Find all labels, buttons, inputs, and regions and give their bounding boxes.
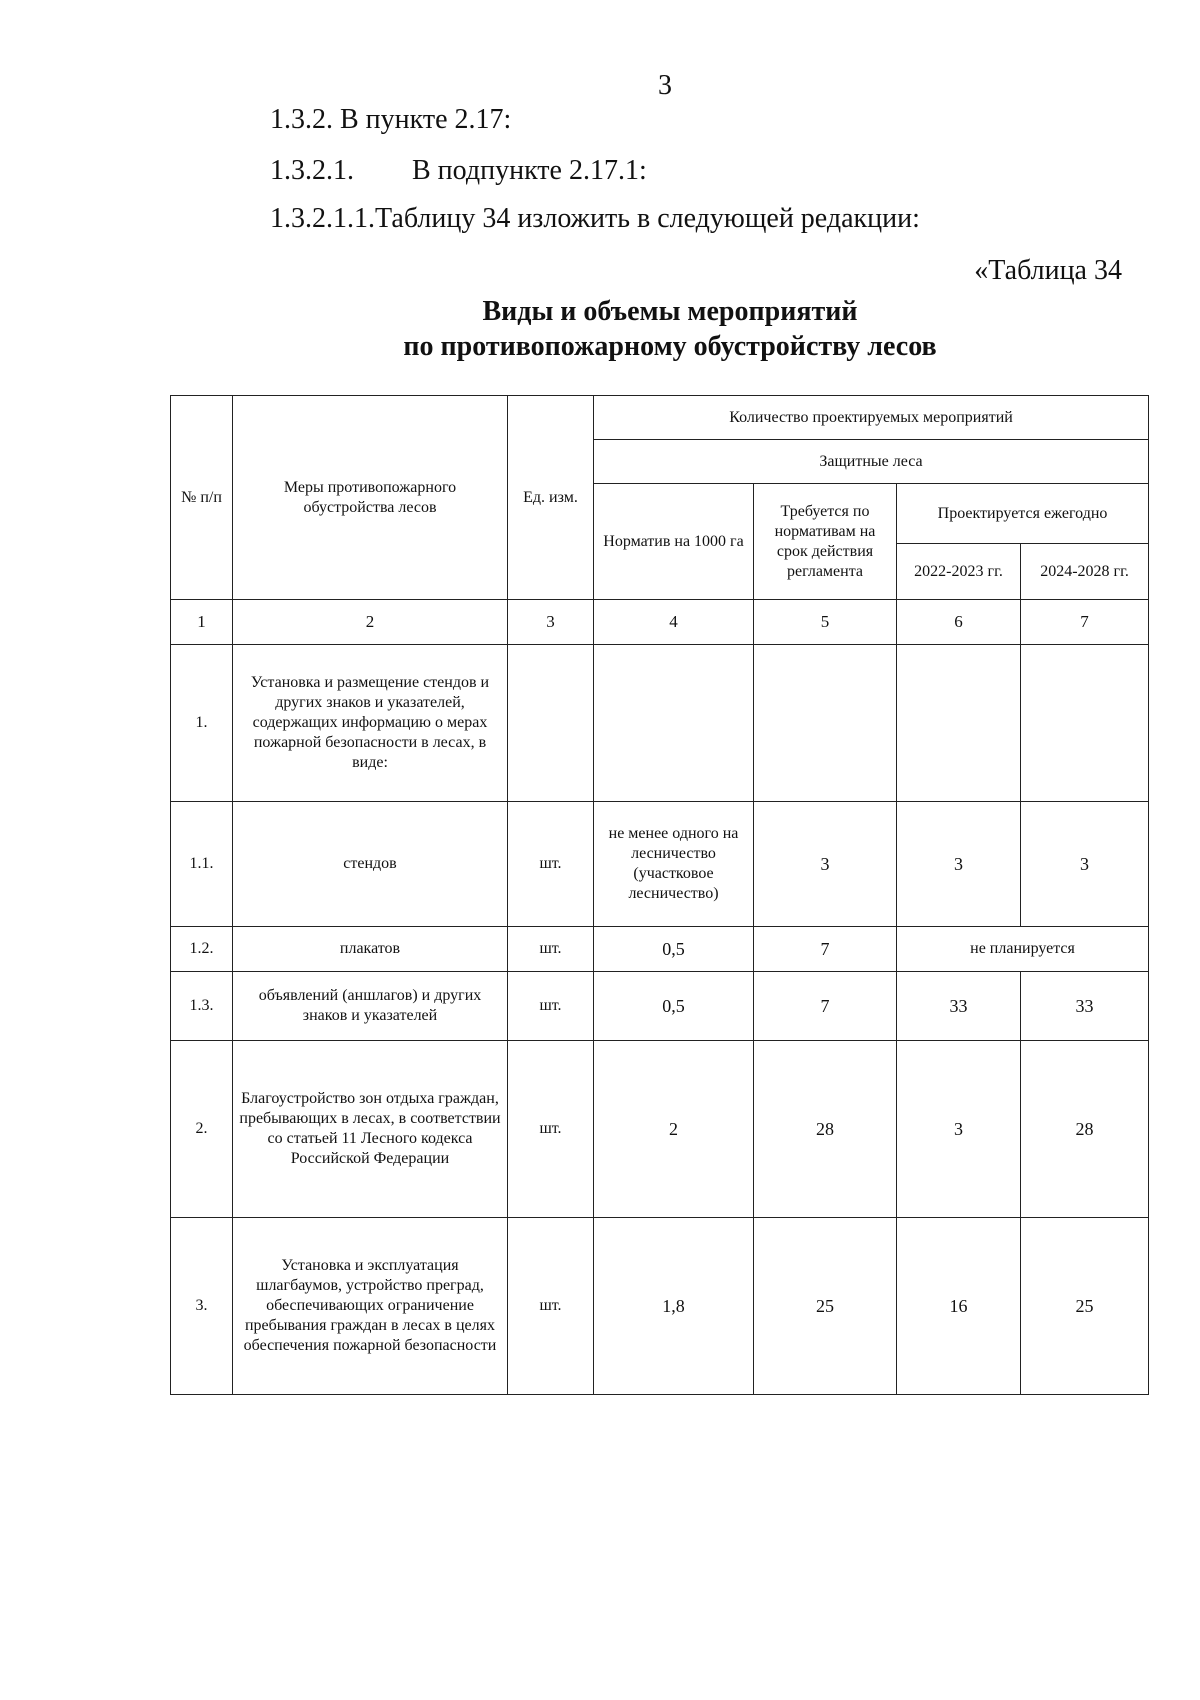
row-required: 7 [754, 972, 897, 1041]
title-line-1: Виды и объемы мероприятий [482, 296, 858, 327]
row-required: 3 [754, 802, 897, 927]
row-period-1 [897, 645, 1021, 802]
row-required: 28 [754, 1041, 897, 1218]
row-unit: шт. [508, 802, 594, 927]
header-period-2: 2024-2028 гг. [1021, 544, 1149, 600]
paragraph-text: В подпункте 2.17.1: [412, 155, 647, 186]
row-unit: шт. [508, 927, 594, 972]
column-number: 2 [233, 600, 508, 645]
row-norm: 0,5 [594, 972, 754, 1041]
column-number: 1 [171, 600, 233, 645]
header-protective-forests: Защитные леса [594, 440, 1149, 484]
paragraph-1-3-2: 1.3.2. В пункте 2.17: [270, 104, 512, 135]
table-row [171, 802, 1149, 927]
row-unit: шт. [508, 972, 594, 1041]
header-annual: Проектируется ежегодно [897, 484, 1149, 544]
row-measure: Благоустройство зон отдыха граждан, пребывающих в лесах, в соответствии со статьей 11 Лесного кодекса Российской Федерации [233, 1041, 508, 1218]
row-required: 25 [754, 1218, 897, 1395]
row-no: 1. [171, 645, 233, 802]
row-required: 7 [754, 927, 897, 972]
header-unit: Ед. изм. [508, 396, 594, 600]
row-unit: шт. [508, 1218, 594, 1395]
header-required: Требуется по нормативам на срок действия регламента [754, 484, 897, 600]
row-period-2: 3 [1021, 802, 1149, 927]
row-period-1: 3 [897, 802, 1021, 927]
row-norm: 0,5 [594, 927, 754, 972]
row-unit: шт. [508, 1041, 594, 1218]
table-row [171, 1041, 1149, 1218]
measures-table [170, 395, 1149, 1395]
header-period-1: 2022-2023 гг. [897, 544, 1021, 600]
paragraph-1-3-2-1-1: 1.3.2.1.1.Таблицу 34 изложить в следующей редакции: [270, 203, 920, 234]
row-period-2: 28 [1021, 1041, 1149, 1218]
header-norm: Норматив на 1000 га [594, 484, 754, 600]
row-period-2: 25 [1021, 1218, 1149, 1395]
column-number: 3 [508, 600, 594, 645]
row-norm: не менее одного на лесничество (участковое лесничество) [594, 802, 754, 927]
header-quantity: Количество проектируемых мероприятий [594, 396, 1149, 440]
table-row [171, 1218, 1149, 1395]
table-row [171, 972, 1149, 1041]
row-period-1: 3 [897, 1041, 1021, 1218]
row-measure: объявлений (аншлагов) и других знаков и указателей [233, 972, 508, 1041]
row-unit [508, 645, 594, 802]
row-norm [594, 645, 754, 802]
paragraph-number: 1.3.2.1. [270, 155, 354, 186]
row-no: 2. [171, 1041, 233, 1218]
row-measure: плакатов [233, 927, 508, 972]
column-number: 4 [594, 600, 754, 645]
row-measure: Установка и эксплуатация шлагбаумов, устройство преград, обеспечивающих ограничение пребывания граждан в лесах в целях обеспечения пожарной безопасности [233, 1218, 508, 1395]
row-period-1: 33 [897, 972, 1021, 1041]
column-number: 6 [897, 600, 1021, 645]
header-measures: Меры противопожарного обустройства лесов [233, 396, 508, 600]
header-no: № п/п [171, 396, 233, 600]
table-row [171, 927, 1149, 972]
row-no: 1.1. [171, 802, 233, 927]
row-period-1: 16 [897, 1218, 1021, 1395]
row-no: 1.3. [171, 972, 233, 1041]
column-number: 5 [754, 600, 897, 645]
column-number: 7 [1021, 600, 1149, 645]
row-no: 1.2. [171, 927, 233, 972]
page-number: 3 [658, 70, 672, 101]
document-title [400, 294, 940, 364]
row-required [754, 645, 897, 802]
row-measure: стендов [233, 802, 508, 927]
paragraph-1-3-2-1 [270, 155, 647, 187]
table-row [171, 645, 1149, 802]
row-norm: 1,8 [594, 1218, 754, 1395]
row-no: 3. [171, 1218, 233, 1395]
row-not-planned: не планируется [897, 927, 1149, 972]
row-period-2: 33 [1021, 972, 1149, 1041]
title-line-2: по противопожарному обустройству лесов [403, 331, 937, 362]
column-number-row [171, 600, 1149, 645]
row-period-2 [1021, 645, 1149, 802]
row-norm: 2 [594, 1041, 754, 1218]
table-caption: «Таблица 34 [974, 255, 1122, 286]
row-measure: Установка и размещение стендов и других знаков и указателей, содержащих информацию о мерах пожарной безопасности в лесах, в виде: [233, 645, 508, 802]
